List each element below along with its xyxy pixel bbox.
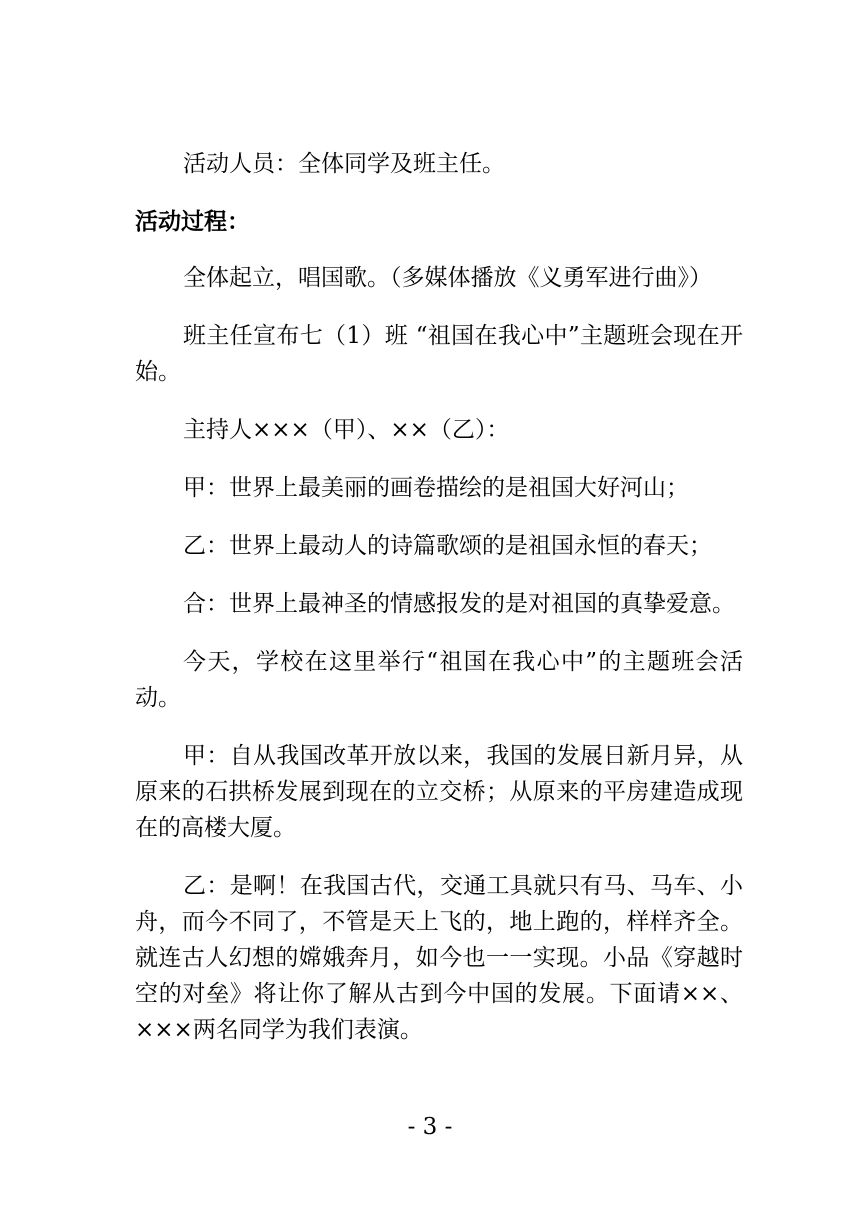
page-number: - 3 - — [407, 1114, 453, 1140]
body-paragraph-skit-intro: 乙：是啊！在我国古代，交通工具就只有马、马车、小舟，而今不同了，不管是天上飞的，地上跑的，样样齐全。就连古人幻想的嫦娥奔月，如今也一一实现。小品《穿越时空的对垒》将让你了解从古到今中国的发展。下面请××、×××两名同学为我们表演。 — [135, 873, 743, 1043]
body-paragraph-anthem: 全体起立，唱国歌。（多媒体播放《义勇军进行曲》） — [183, 265, 712, 291]
body-paragraph-together-line: 合：世界上最神圣的情感报发的是对祖国的真挚爱意。 — [183, 591, 735, 617]
body-paragraph-opening: 班主任宣布七（1）班 “祖国在我心中”主题班会现在开始。 — [135, 323, 743, 385]
document-body — [135, 146, 743, 1070]
body-paragraph-today: 今天，学校在这里举行“祖国在我心中”的主题班会活动。 — [135, 649, 743, 711]
body-paragraph-host-b-line: 乙：世界上最动人的诗篇歌颂的是祖国永恒的春天； — [183, 533, 712, 559]
body-paragraph-development: 甲：自从我国改革开放以来，我国的发展日新月异，从原来的石拱桥发展到现在的立交桥；从原来的平房建造成现在的高楼大厦。 — [135, 743, 743, 841]
body-paragraph-hosts: 主持人×××（甲）、××（乙）： — [183, 417, 510, 443]
section-heading: 活动过程： — [135, 209, 250, 235]
body-paragraph-host-a-line: 甲：世界上最美丽的画卷描绘的是祖国大好河山； — [183, 475, 689, 501]
participants-paragraph: 活动人员：全体同学及班主任。 — [183, 151, 505, 177]
